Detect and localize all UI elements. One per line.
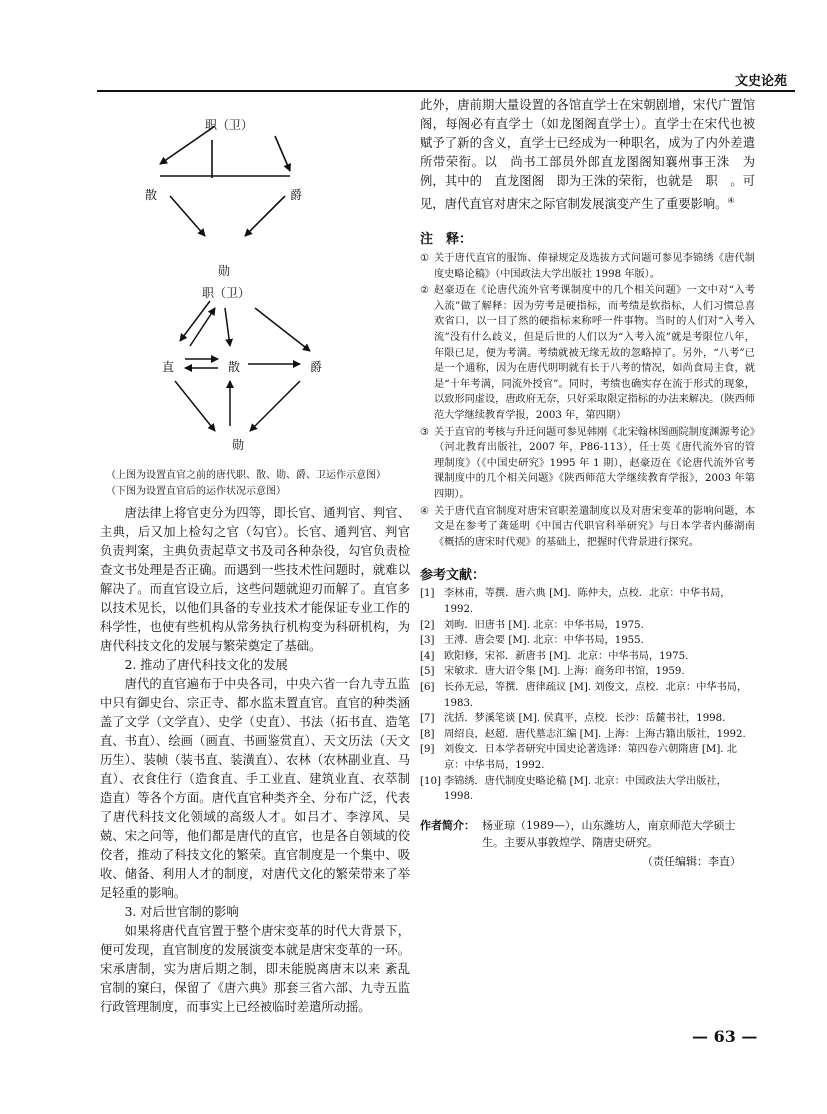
reference-item bbox=[420, 742, 755, 773]
reference-number: [4] bbox=[420, 650, 435, 662]
notes-heading: 注 释： bbox=[420, 232, 473, 248]
reference-number: [5] bbox=[420, 666, 435, 678]
paragraph-continuation bbox=[420, 96, 755, 214]
reference-text: 王溥．唐会要 [M]. 北京：中华书局，1955. bbox=[444, 635, 644, 647]
reference-number: [3] bbox=[420, 635, 435, 647]
top-jue-label: 爵 bbox=[290, 188, 303, 202]
reference-item bbox=[420, 774, 755, 805]
note-number: ① bbox=[420, 253, 430, 265]
reference-text: 李锦绣．唐代制度史略论稿 [M]. 北京：中国政法大学出版社，1998. bbox=[444, 775, 727, 803]
reference-text: 周绍良，赵超．唐代墓志汇编 [M]. 上海：上海古籍出版社，1992. bbox=[444, 728, 746, 740]
note-text: 关于唐代直官的服饰、俸禄规定及选拔方式问题可参见李锦绣《唐代制度史略论稿》（中国政法大学出版社 1998 年版）。 bbox=[434, 253, 755, 280]
reference-text: 沈括．梦溪笔谈 [M]. 侯真平，点校．长沙：岳麓书社，1998. bbox=[444, 713, 726, 725]
reference-item bbox=[420, 633, 755, 649]
right-column bbox=[420, 96, 755, 869]
diagram-caption-2: （下图为设置直官后的运作状况示意图） bbox=[106, 486, 286, 497]
responsible-editor: （责任编辑：李直） bbox=[642, 854, 741, 868]
reference-item bbox=[420, 664, 755, 680]
reference-text: 宋敏求．唐大诏令集 [M]. 上海：商务印书馆，1959. bbox=[444, 666, 685, 678]
page-number: — 63 — bbox=[692, 1027, 758, 1046]
paragraph-officials-ranks: 唐法律上将官吏分为四等，即长官、通判官、判官、主典，后又加上检勾之官（勾官）。长官、通判官、判官负责判案，主典负责起草文书及司各种杂役，勾官负责检查文书处理是否正确。而遇到一些技术性问题时，就难以解决了。而直官设立后，这些问题就迎刃而解了。直官多以技术见长，以他们具备的专业技术才能保证专业工作的科学性，也使有些机构从常务执行机构变为科研机构，为唐代科技文化的发展与繁荣奠定了基础。 bbox=[100, 506, 410, 653]
note-number: ④ bbox=[420, 505, 430, 517]
top-zhi-label: 职（卫） bbox=[205, 118, 254, 132]
reference-number: [10] bbox=[420, 775, 441, 787]
reference-number: [9] bbox=[420, 744, 435, 756]
section-header: 文史论苑 bbox=[734, 74, 787, 89]
bottom-xun-label: 勋 bbox=[232, 438, 245, 452]
reference-item bbox=[420, 727, 755, 743]
references-heading: 参考文献： bbox=[420, 568, 486, 584]
paragraph-later-influence: 如果将唐代直官置于整个唐宋变革的时代大背景下，便可发现，直官制度的发展演变本就是唐宋变革的一环。宋承唐制，实为唐后期之制，即未能脱离唐末以来 紊乱 官制的窠臼，保留了《唐六典》那套三省六部、九寺五监行政管理制度，而事实上已经被临时差遣所动摇。 bbox=[100, 924, 423, 1014]
reference-text: 刘昫．旧唐书 [M]. 北京：中华书局，1975. bbox=[444, 619, 644, 631]
author-label: 作者简介： bbox=[420, 818, 475, 832]
reference-item bbox=[420, 649, 755, 665]
bottom-zhi-label: 职（卫） bbox=[202, 286, 251, 300]
diagram-caption-1: （上图为设置直官之前的唐代职、散、勋、爵、卫运作示意图） bbox=[106, 470, 386, 481]
paragraph-continuation-text: 此外，唐前期大量设置的各馆直学士在宋朝剧增，宋代广置馆阁，每阁必有直学士（如龙图阁直学士）。直学士在宋代也被赋予了新的含义，直学士已经成为一种职名，成为了内外差遣所带荣衔。以 尚书工部员外郎直龙图阁知襄州事王洙 为例，其中的 直龙图阁 即为王洙的荣衔，也就是 职 。可见，唐代直官对唐宋之际官制发展演变产生了重要影响。 bbox=[420, 98, 755, 212]
left-column bbox=[100, 96, 423, 1017]
note-item bbox=[420, 425, 755, 503]
reference-text: 李林甫，等撰．唐六典 [M]．陈仲夫，点校．北京：中华书局，1992. bbox=[444, 588, 731, 615]
note-text: 关于直官的考核与升迁问题可参见韩刚《北宋翰林图画院制度渊源考论》（河北教育出版社，2007 年，P86-113），任士英《唐代流外官的管理制度》（《中国史研究》1995 年 1 期），赵豪迈在《论唐代流外官考课制度中的几个相关问题》《陕西师范大学继续教育学报》，2003 年第四期）。 bbox=[434, 426, 755, 500]
reference-item bbox=[420, 586, 755, 617]
reference-number: [6] bbox=[420, 681, 435, 693]
reference-number: [2] bbox=[420, 619, 435, 631]
subheading-3: 3. 对后世官制的影响 bbox=[124, 905, 239, 919]
diagram-arrows bbox=[100, 96, 410, 466]
footnote-ref-4: ④ bbox=[727, 196, 735, 205]
reference-text: 欧阳修，宋祁．新唐书 [M]．北京：中华书局，1975. bbox=[444, 650, 689, 662]
header-rule bbox=[97, 90, 795, 92]
top-san-label: 散 bbox=[145, 188, 158, 202]
relationship-diagram bbox=[100, 96, 410, 466]
note-item bbox=[420, 504, 755, 551]
author-text: 杨亚琼（1989—），山东潍坊人，南京师范大学硕士生。主要从事敦煌学、隋唐史研究。 bbox=[482, 818, 736, 849]
reference-number: [7] bbox=[420, 713, 435, 725]
note-text: 赵豪迈在《论唐代流外官考课制度中的几个相关问题》一文中对“入考入流”做了解释：因为劳考是硬指标，而考绩是软指标，人们习惯总喜欢省口，以一目了然的硬指标来称呼一件事物。当时的人们对“入考入流”没有什么歧义，但是后世的人们以为“入考入流”就是考限位八年，年限已足，便为考满。考绩就被无缘无故的忽略掉了。另外，“八考”已是一个通称，因为在唐代明明就有长于八考的情况，如尚食局主食，就是“十年考满，同流外授官”。同时，考绩也确实存在流于形式的现象，以致形同虚设，唐政府无奈，只好采取限定指标的办法来解决。（陕西师范大学继续教育学报，2003 年，第四期） bbox=[434, 285, 755, 422]
note-item bbox=[420, 251, 755, 282]
note-number: ③ bbox=[420, 426, 430, 438]
bottom-san-label: 散 bbox=[228, 360, 241, 374]
subheading-2: 2. 推动了唐代科技文化的发展 bbox=[124, 658, 288, 672]
reference-item bbox=[420, 711, 755, 727]
top-xun-label: 勋 bbox=[218, 264, 231, 278]
reference-number: [1] bbox=[420, 588, 435, 600]
author-bio bbox=[420, 817, 755, 851]
note-number: ② bbox=[420, 285, 430, 297]
bottom-zhi-straight-label: 直 bbox=[162, 360, 175, 374]
bottom-jue-label: 爵 bbox=[310, 360, 323, 374]
reference-item bbox=[420, 680, 755, 711]
reference-item bbox=[420, 618, 755, 634]
note-item bbox=[420, 283, 755, 423]
reference-text: 长孙无忌，等撰．唐律疏议 [M]. 刘俊文，点校．北京：中华书局，1983. bbox=[444, 681, 748, 709]
paragraph-tech-culture: 唐代的直官遍布于中央各司，中央六省一台九寺五监中只有御史台、宗正寺、都水监未置直官。直官的种类涵盖了文学（文学直）、史学（史直）、书法（拓书直、造笔直、书直）、绘画（画直、书画鉴赏直）、天文历法（天文历生）、装帧（装书直、装潢直）、农林（农林副业直、马直）、衣食住行（造食直、手工业直、建筑业直、衣萃制造直）等各个方面。唐代直官种类齐全、分布广泛，代表了唐代科技文化领域的高级人才。如吕才、李淳风、吴兢、宋之问等，他们都是唐代的直官，也是各自领域的佼佼者，推动了科技文化的繁荣。直官制度是一个集中、吸收、储备、利用人才的制度，对唐代文化的繁荣带来了举足轻重的影响。 bbox=[100, 677, 410, 900]
reference-text: 刘俊文．日本学者研究中国史论著选译：第四卷六朝隋唐 [M]. 北京：中华书局，1992. bbox=[444, 744, 737, 771]
reference-number: [8] bbox=[420, 728, 435, 740]
note-text: 关于唐代直官制度对唐宋官职差遣制度以及对唐宋变革的影响问题，本文是在参考了龚延明《中国古代职官科举研究》与日本学者内藤湖南《概括的唐宋时代观》的基础上，把握时代背景进行探究。 bbox=[434, 505, 755, 548]
